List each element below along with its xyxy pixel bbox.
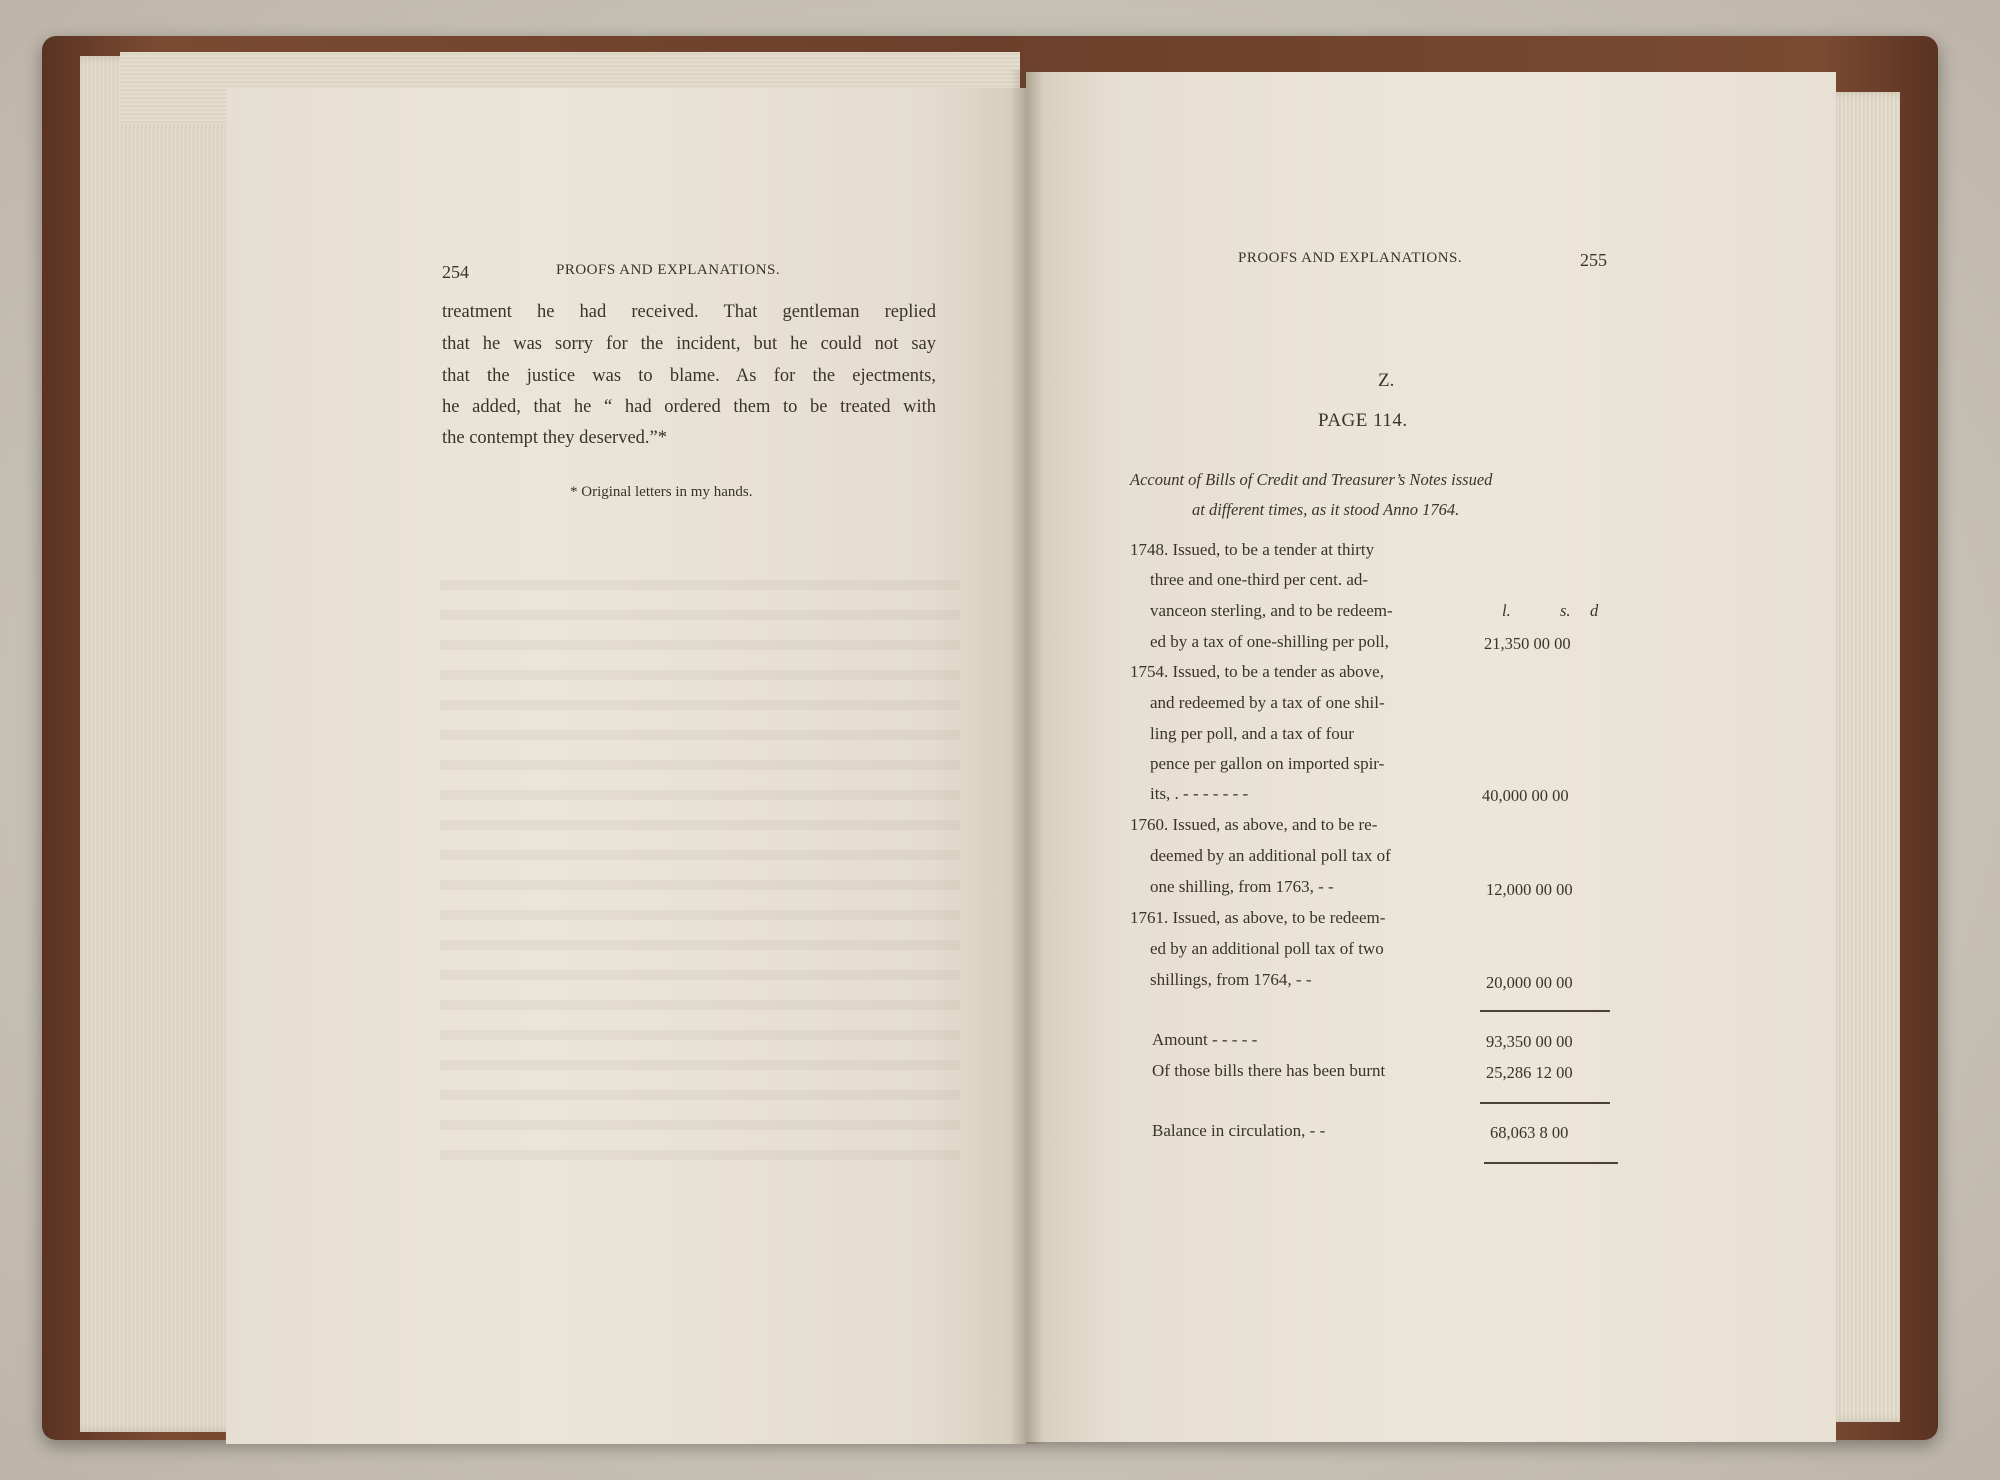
right-page-number: 255	[1580, 250, 1607, 270]
table-caption-line-2: at different times, as it stood Anno 1764.	[1192, 500, 1460, 519]
left-page-number: 254	[442, 262, 469, 282]
balance-rule	[1484, 1162, 1618, 1164]
left-body-line: treatment he had received. That gentleman replied	[442, 302, 936, 322]
entry-1761-line: 1761. Issued, as above, to be redeem-	[1130, 908, 1386, 927]
left-body-last-line: the contempt they deserved.”*	[442, 428, 667, 448]
burnt-label: Of those bills there has been burnt	[1152, 1061, 1386, 1080]
entry-1754-line: 1754. Issued, to be a tender as above,	[1130, 662, 1384, 681]
left-footnote: * Original letters in my hands.	[570, 484, 753, 500]
entry-1748-line: vanceon sterling, and to be redeem-	[1150, 601, 1393, 620]
left-body-line: that he was sorry for the incident, but he could not say	[442, 334, 936, 354]
section-letter: Z.	[1378, 370, 1395, 391]
balance-label: Balance in circulation, - -	[1152, 1121, 1326, 1140]
page-edges-right	[1826, 92, 1900, 1422]
section-page-reference: PAGE 114.	[1318, 410, 1408, 431]
currency-header-shillings: s.	[1560, 601, 1571, 620]
entry-1761-line: shillings, from 1764, - -	[1150, 970, 1312, 989]
left-running-head: PROOFS AND EXPLANATIONS.	[556, 262, 781, 278]
burnt-value: 25,286 12 00	[1486, 1063, 1573, 1082]
page-edges-left	[80, 56, 240, 1432]
sum-rule	[1480, 1010, 1610, 1012]
entry-1760-line: one shilling, from 1763, - -	[1150, 877, 1334, 896]
entry-1761-line: ed by an additional poll tax of two	[1150, 939, 1384, 958]
entry-1761-amount: 20,000 00 00	[1486, 973, 1573, 992]
entry-1760-line: 1760. Issued, as above, and to be re-	[1130, 815, 1378, 834]
entry-1748-line: ed by a tax of one-shilling per poll,	[1150, 632, 1389, 651]
amount-value: 93,350 00 00	[1486, 1032, 1573, 1051]
entry-1748-line: three and one-third per cent. ad-	[1150, 570, 1369, 589]
entry-1748-amount: 21,350 00 00	[1484, 634, 1571, 653]
entry-1754-line: its, . - - - - - - -	[1150, 784, 1249, 803]
entry-1748-line: 1748. Issued, to be a tender at thirty	[1130, 540, 1375, 559]
book-gutter	[1010, 70, 1044, 1444]
left-body-line: he added, that he “ had ordered them to be treated with	[442, 397, 936, 417]
amount-label: Amount - - - - -	[1152, 1030, 1258, 1049]
balance-value: 68,063 8 00	[1490, 1123, 1569, 1142]
show-through-text	[440, 560, 960, 1160]
difference-rule	[1480, 1102, 1610, 1104]
left-body-line: that the justice was to blame. As for the ejectments,	[442, 366, 936, 386]
entry-1760-amount: 12,000 00 00	[1486, 880, 1573, 899]
right-page	[1026, 72, 1836, 1442]
entry-1760-line: deemed by an additional poll tax of	[1150, 846, 1391, 865]
entry-1754-line: pence per gallon on imported spir-	[1150, 754, 1385, 773]
entry-1754-line: and redeemed by a tax of one shil-	[1150, 693, 1385, 712]
table-caption-line-1: Account of Bills of Credit and Treasurer’s Notes issued	[1130, 470, 1493, 489]
right-running-head: PROOFS AND EXPLANATIONS.	[1238, 250, 1463, 266]
currency-header-pounds: l.	[1502, 601, 1511, 620]
currency-header-pence: d	[1590, 601, 1599, 620]
entry-1754-amount: 40,000 00 00	[1482, 786, 1569, 805]
entry-1754-line: ling per poll, and a tax of four	[1150, 724, 1354, 743]
